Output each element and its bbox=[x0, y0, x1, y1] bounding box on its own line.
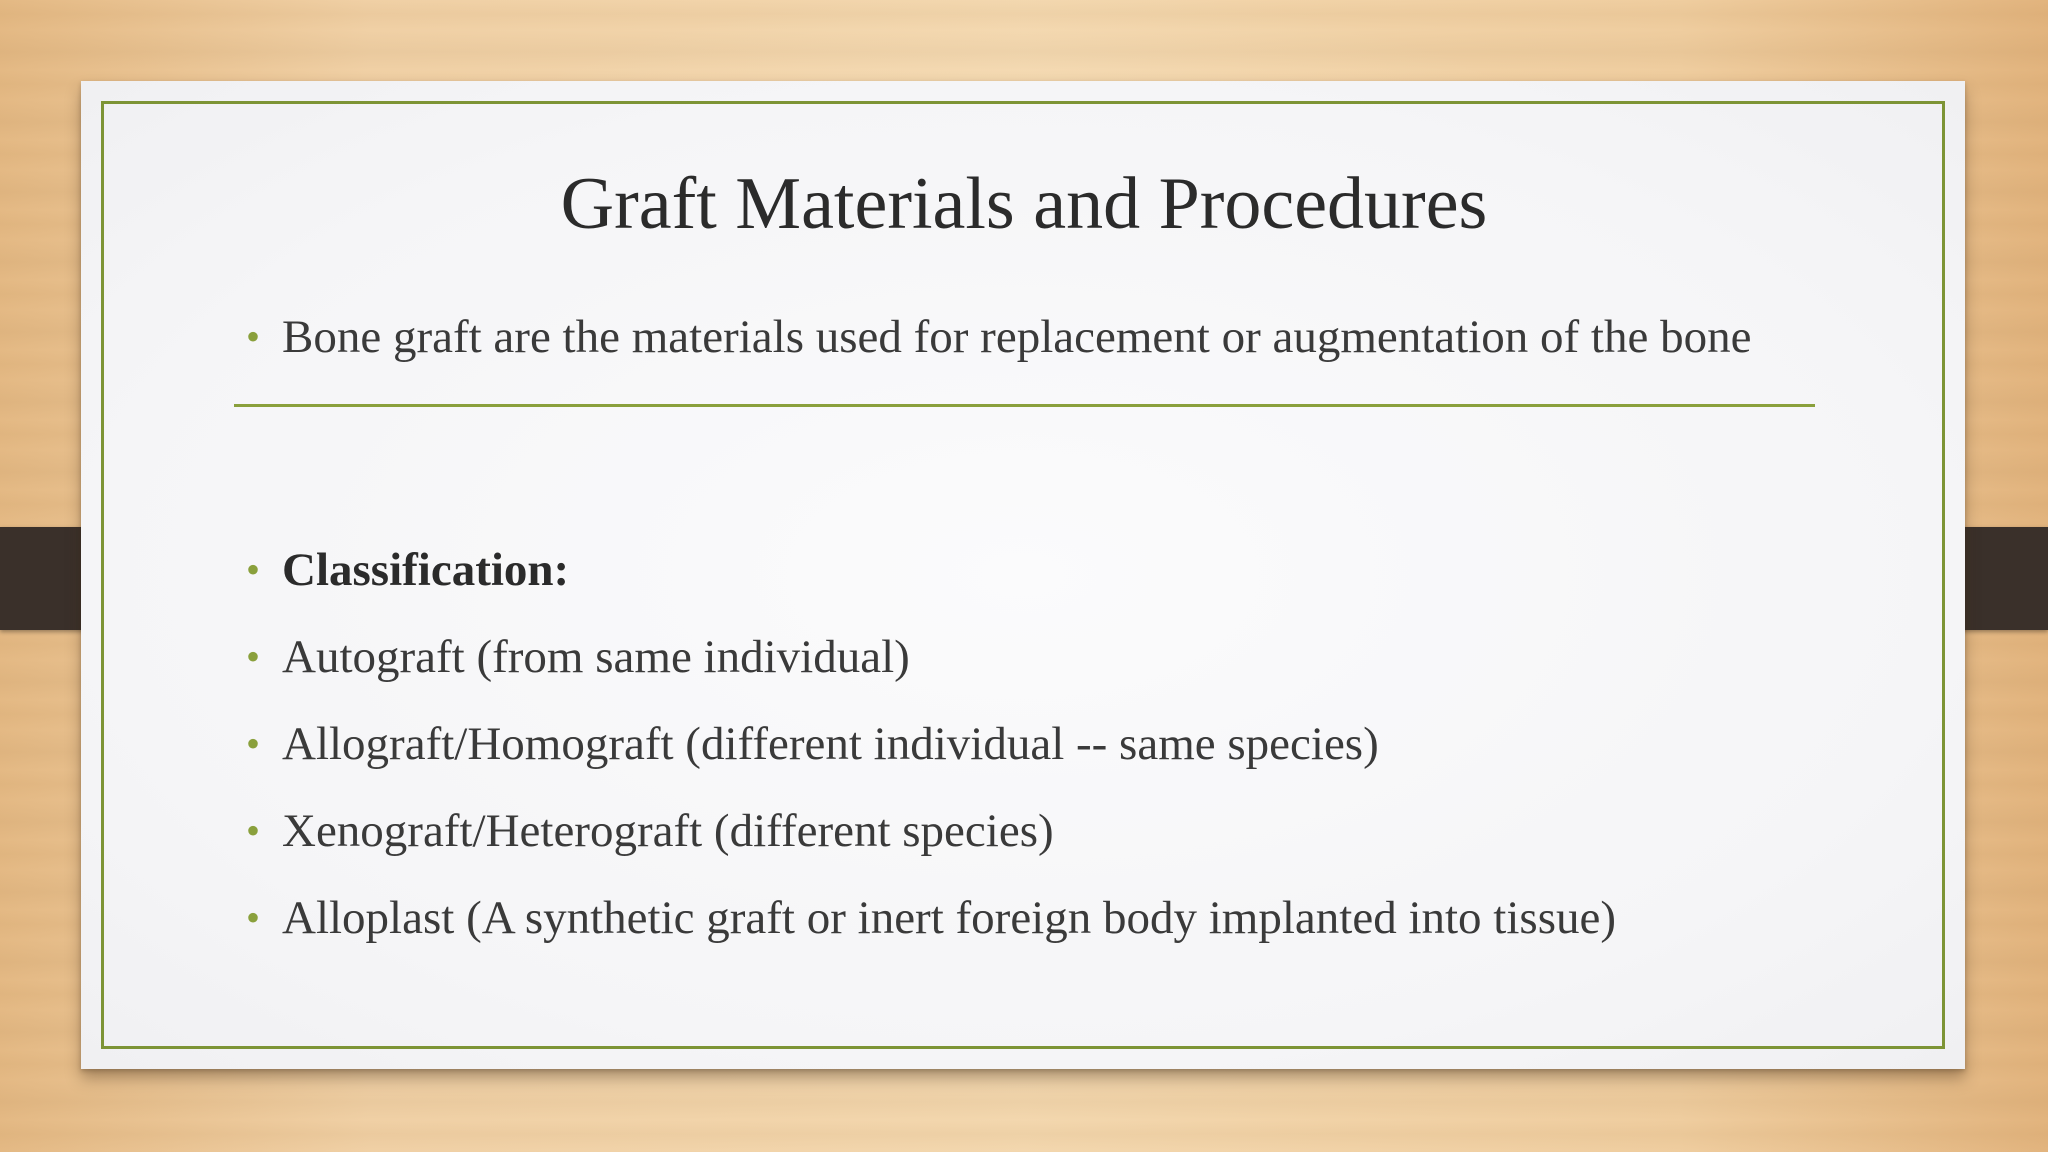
bullet-dot-icon: • bbox=[245, 895, 260, 940]
bullet-dot-icon: • bbox=[245, 547, 260, 592]
bullet-dot-icon: • bbox=[245, 314, 260, 359]
bullet-dot-icon: • bbox=[245, 634, 260, 679]
bullet-dot-icon: • bbox=[245, 721, 260, 766]
bullet-text: Xenograft/Heterograft (different species) bbox=[282, 805, 1054, 857]
bullet-text: Bone graft are the materials used for replacement or augmentation of the bone bbox=[282, 311, 1752, 363]
bullet-text: Allograft/Homograft (different individual -- same species) bbox=[282, 718, 1379, 770]
bullet-text: Alloplast (A synthetic graft or inert foreign body implanted into tissue) bbox=[282, 892, 1617, 944]
title-divider-line bbox=[234, 404, 1815, 407]
bullet-dot-icon: • bbox=[245, 808, 260, 853]
bullet-text-heading: Classification: bbox=[282, 544, 570, 596]
slide-title: Graft Materials and Procedures bbox=[560, 163, 1488, 245]
bullet-text: Autograft (from same individual) bbox=[282, 631, 910, 683]
